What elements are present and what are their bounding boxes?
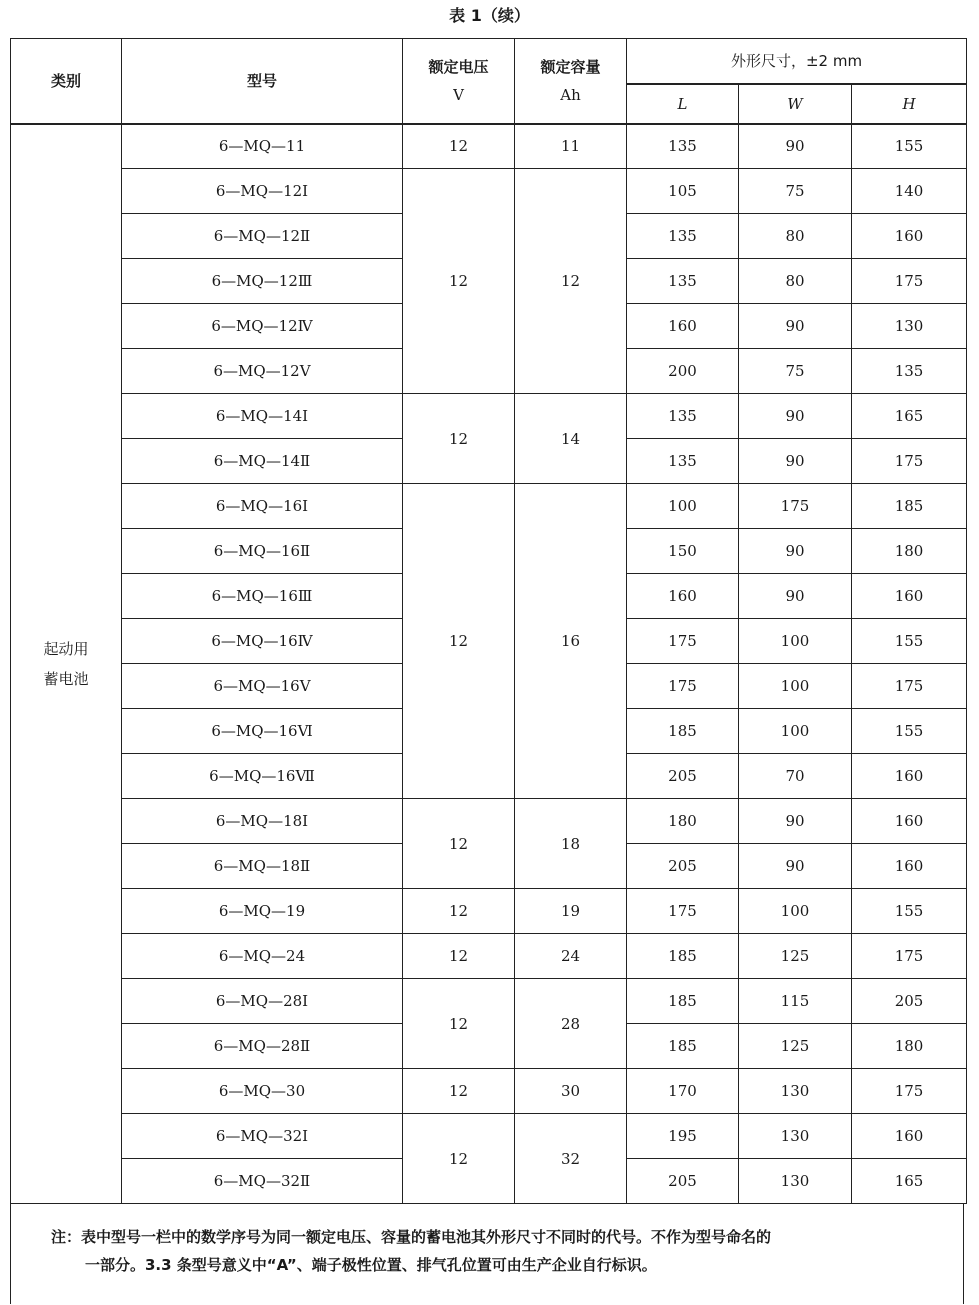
height-cell: 175 <box>852 934 967 979</box>
length-cell: 170 <box>627 1069 739 1114</box>
length-cell: 180 <box>627 799 739 844</box>
model-cell: 6—MQ—18Ⅱ <box>122 844 403 889</box>
category-label-line: 起动用 <box>43 639 89 658</box>
height-cell: 135 <box>852 349 967 394</box>
width-cell: 175 <box>739 484 852 529</box>
height-cell: 160 <box>852 799 967 844</box>
capacity-cell: 19 <box>515 889 627 934</box>
model-cell: 6—MQ—12Ⅳ <box>122 304 403 349</box>
model-cell: 6—MQ—12Ⅰ <box>122 169 403 214</box>
model-cell: 6—MQ—16Ⅲ <box>122 574 403 619</box>
length-cell: 205 <box>627 844 739 889</box>
capacity-cell: 28 <box>515 979 627 1069</box>
table-row <box>11 1069 967 1114</box>
width-cell: 80 <box>739 259 852 304</box>
header-category: 类别 <box>11 39 122 124</box>
table-caption: 表 1（续） <box>449 6 530 25</box>
height-cell: 180 <box>852 1024 967 1069</box>
voltage-cell: 12 <box>403 799 515 889</box>
height-cell: 160 <box>852 214 967 259</box>
capacity-cell: 24 <box>515 934 627 979</box>
length-cell: 200 <box>627 349 739 394</box>
header-voltage-label: 额定电压 <box>428 57 489 76</box>
length-cell: 205 <box>627 754 739 799</box>
length-cell: 135 <box>627 439 739 484</box>
height-cell: 165 <box>852 1159 967 1204</box>
length-cell: 105 <box>627 169 739 214</box>
model-cell: 6—MQ—16Ⅳ <box>122 619 403 664</box>
category-cell <box>11 124 122 1204</box>
width-cell: 115 <box>739 979 852 1024</box>
table-row <box>11 394 967 439</box>
width-cell: 100 <box>739 889 852 934</box>
voltage-cell: 12 <box>403 889 515 934</box>
header-dimensions: 外形尺寸，±2 mm <box>627 39 967 84</box>
height-cell: 155 <box>852 619 967 664</box>
table-row <box>11 169 967 214</box>
length-cell: 175 <box>627 619 739 664</box>
model-cell: 6—MQ—16Ⅴ <box>122 664 403 709</box>
width-cell: 90 <box>739 574 852 619</box>
height-cell: 180 <box>852 529 967 574</box>
length-cell: 135 <box>627 124 739 169</box>
model-cell: 6—MQ—32Ⅱ <box>122 1159 403 1204</box>
width-cell: 130 <box>739 1069 852 1114</box>
height-cell: 205 <box>852 979 967 1024</box>
header-length: L <box>627 84 739 124</box>
header-height: H <box>852 84 967 124</box>
model-cell: 6—MQ—12Ⅲ <box>122 259 403 304</box>
height-cell: 175 <box>852 439 967 484</box>
model-cell: 6—MQ—12Ⅴ <box>122 349 403 394</box>
width-cell: 90 <box>739 124 852 169</box>
width-cell: 75 <box>739 169 852 214</box>
model-cell: 6—MQ—16Ⅰ <box>122 484 403 529</box>
length-cell: 175 <box>627 664 739 709</box>
width-cell: 90 <box>739 529 852 574</box>
length-cell: 185 <box>627 1024 739 1069</box>
length-cell: 160 <box>627 574 739 619</box>
width-cell: 70 <box>739 754 852 799</box>
table-body <box>11 124 967 1204</box>
width-cell: 130 <box>739 1159 852 1204</box>
height-cell: 155 <box>852 124 967 169</box>
model-cell: 6—MQ—11 <box>122 124 403 169</box>
voltage-cell: 12 <box>403 979 515 1069</box>
battery-spec-table <box>10 38 967 1204</box>
note-line-2: 一部分。3.3 条型号意义中“A”、端子极性位置、排气孔位置可由生产企业自行标识。 <box>85 1256 657 1274</box>
header-voltage <box>403 39 515 124</box>
length-cell: 185 <box>627 709 739 754</box>
voltage-cell: 12 <box>403 124 515 169</box>
width-cell: 90 <box>739 394 852 439</box>
capacity-cell: 14 <box>515 394 627 484</box>
height-cell: 165 <box>852 394 967 439</box>
length-cell: 100 <box>627 484 739 529</box>
height-cell: 175 <box>852 664 967 709</box>
width-cell: 90 <box>739 799 852 844</box>
length-cell: 135 <box>627 259 739 304</box>
model-cell: 6—MQ—19 <box>122 889 403 934</box>
category-label-line: 蓄电池 <box>43 669 89 688</box>
width-cell: 80 <box>739 214 852 259</box>
voltage-cell: 12 <box>403 934 515 979</box>
length-cell: 135 <box>627 394 739 439</box>
length-cell: 135 <box>627 214 739 259</box>
model-cell: 6—MQ—16Ⅶ <box>122 754 403 799</box>
length-cell: 195 <box>627 1114 739 1159</box>
height-cell: 175 <box>852 259 967 304</box>
header-width: W <box>739 84 852 124</box>
table-row <box>11 124 967 169</box>
model-cell: 6—MQ—30 <box>122 1069 403 1114</box>
voltage-cell: 12 <box>403 1114 515 1204</box>
header-capacity-label: 额定容量 <box>540 57 601 76</box>
note-line-1: 注：表中型号一栏中的数学序号为同一额定电压、容量的蓄电池其外形尺寸不同时的代号。不作为型号命名的 <box>51 1228 772 1246</box>
width-cell: 130 <box>739 1114 852 1159</box>
height-cell: 160 <box>852 574 967 619</box>
length-cell: 175 <box>627 889 739 934</box>
capacity-cell: 12 <box>515 169 627 394</box>
capacity-cell: 32 <box>515 1114 627 1204</box>
width-cell: 125 <box>739 1024 852 1069</box>
width-cell: 100 <box>739 709 852 754</box>
width-cell: 100 <box>739 619 852 664</box>
height-cell: 130 <box>852 304 967 349</box>
capacity-cell: 16 <box>515 484 627 799</box>
table-row <box>11 1114 967 1159</box>
voltage-cell: 12 <box>403 394 515 484</box>
width-cell: 125 <box>739 934 852 979</box>
model-cell: 6—MQ—24 <box>122 934 403 979</box>
length-cell: 150 <box>627 529 739 574</box>
model-cell: 6—MQ—16Ⅵ <box>122 709 403 754</box>
height-cell: 175 <box>852 1069 967 1114</box>
width-cell: 90 <box>739 304 852 349</box>
height-cell: 140 <box>852 169 967 214</box>
width-cell: 90 <box>739 439 852 484</box>
table-row <box>11 799 967 844</box>
length-cell: 185 <box>627 979 739 1024</box>
table-row <box>11 979 967 1024</box>
model-cell: 6—MQ—28Ⅰ <box>122 979 403 1024</box>
table-note <box>10 1204 964 1304</box>
height-cell: 160 <box>852 754 967 799</box>
model-cell: 6—MQ—14Ⅱ <box>122 439 403 484</box>
capacity-cell: 11 <box>515 124 627 169</box>
model-cell: 6—MQ—18Ⅰ <box>122 799 403 844</box>
length-cell: 185 <box>627 934 739 979</box>
header-capacity-unit: Ah <box>560 85 581 104</box>
header-capacity <box>515 39 627 124</box>
voltage-cell: 12 <box>403 484 515 799</box>
width-cell: 90 <box>739 844 852 889</box>
length-cell: 160 <box>627 304 739 349</box>
width-cell: 75 <box>739 349 852 394</box>
height-cell: 160 <box>852 1114 967 1159</box>
height-cell: 155 <box>852 889 967 934</box>
width-cell: 100 <box>739 664 852 709</box>
capacity-cell: 30 <box>515 1069 627 1114</box>
table-row <box>11 484 967 529</box>
height-cell: 155 <box>852 709 967 754</box>
model-cell: 6—MQ—16Ⅱ <box>122 529 403 574</box>
table-row <box>11 889 967 934</box>
header-voltage-unit: V <box>453 85 464 104</box>
capacity-cell: 18 <box>515 799 627 889</box>
model-cell: 6—MQ—14Ⅰ <box>122 394 403 439</box>
voltage-cell: 12 <box>403 169 515 394</box>
height-cell: 185 <box>852 484 967 529</box>
height-cell: 160 <box>852 844 967 889</box>
header-model: 型号 <box>122 39 403 124</box>
table-row <box>11 934 967 979</box>
model-cell: 6—MQ—32Ⅰ <box>122 1114 403 1159</box>
voltage-cell: 12 <box>403 1069 515 1114</box>
model-cell: 6—MQ—12Ⅱ <box>122 214 403 259</box>
length-cell: 205 <box>627 1159 739 1204</box>
model-cell: 6—MQ—28Ⅱ <box>122 1024 403 1069</box>
